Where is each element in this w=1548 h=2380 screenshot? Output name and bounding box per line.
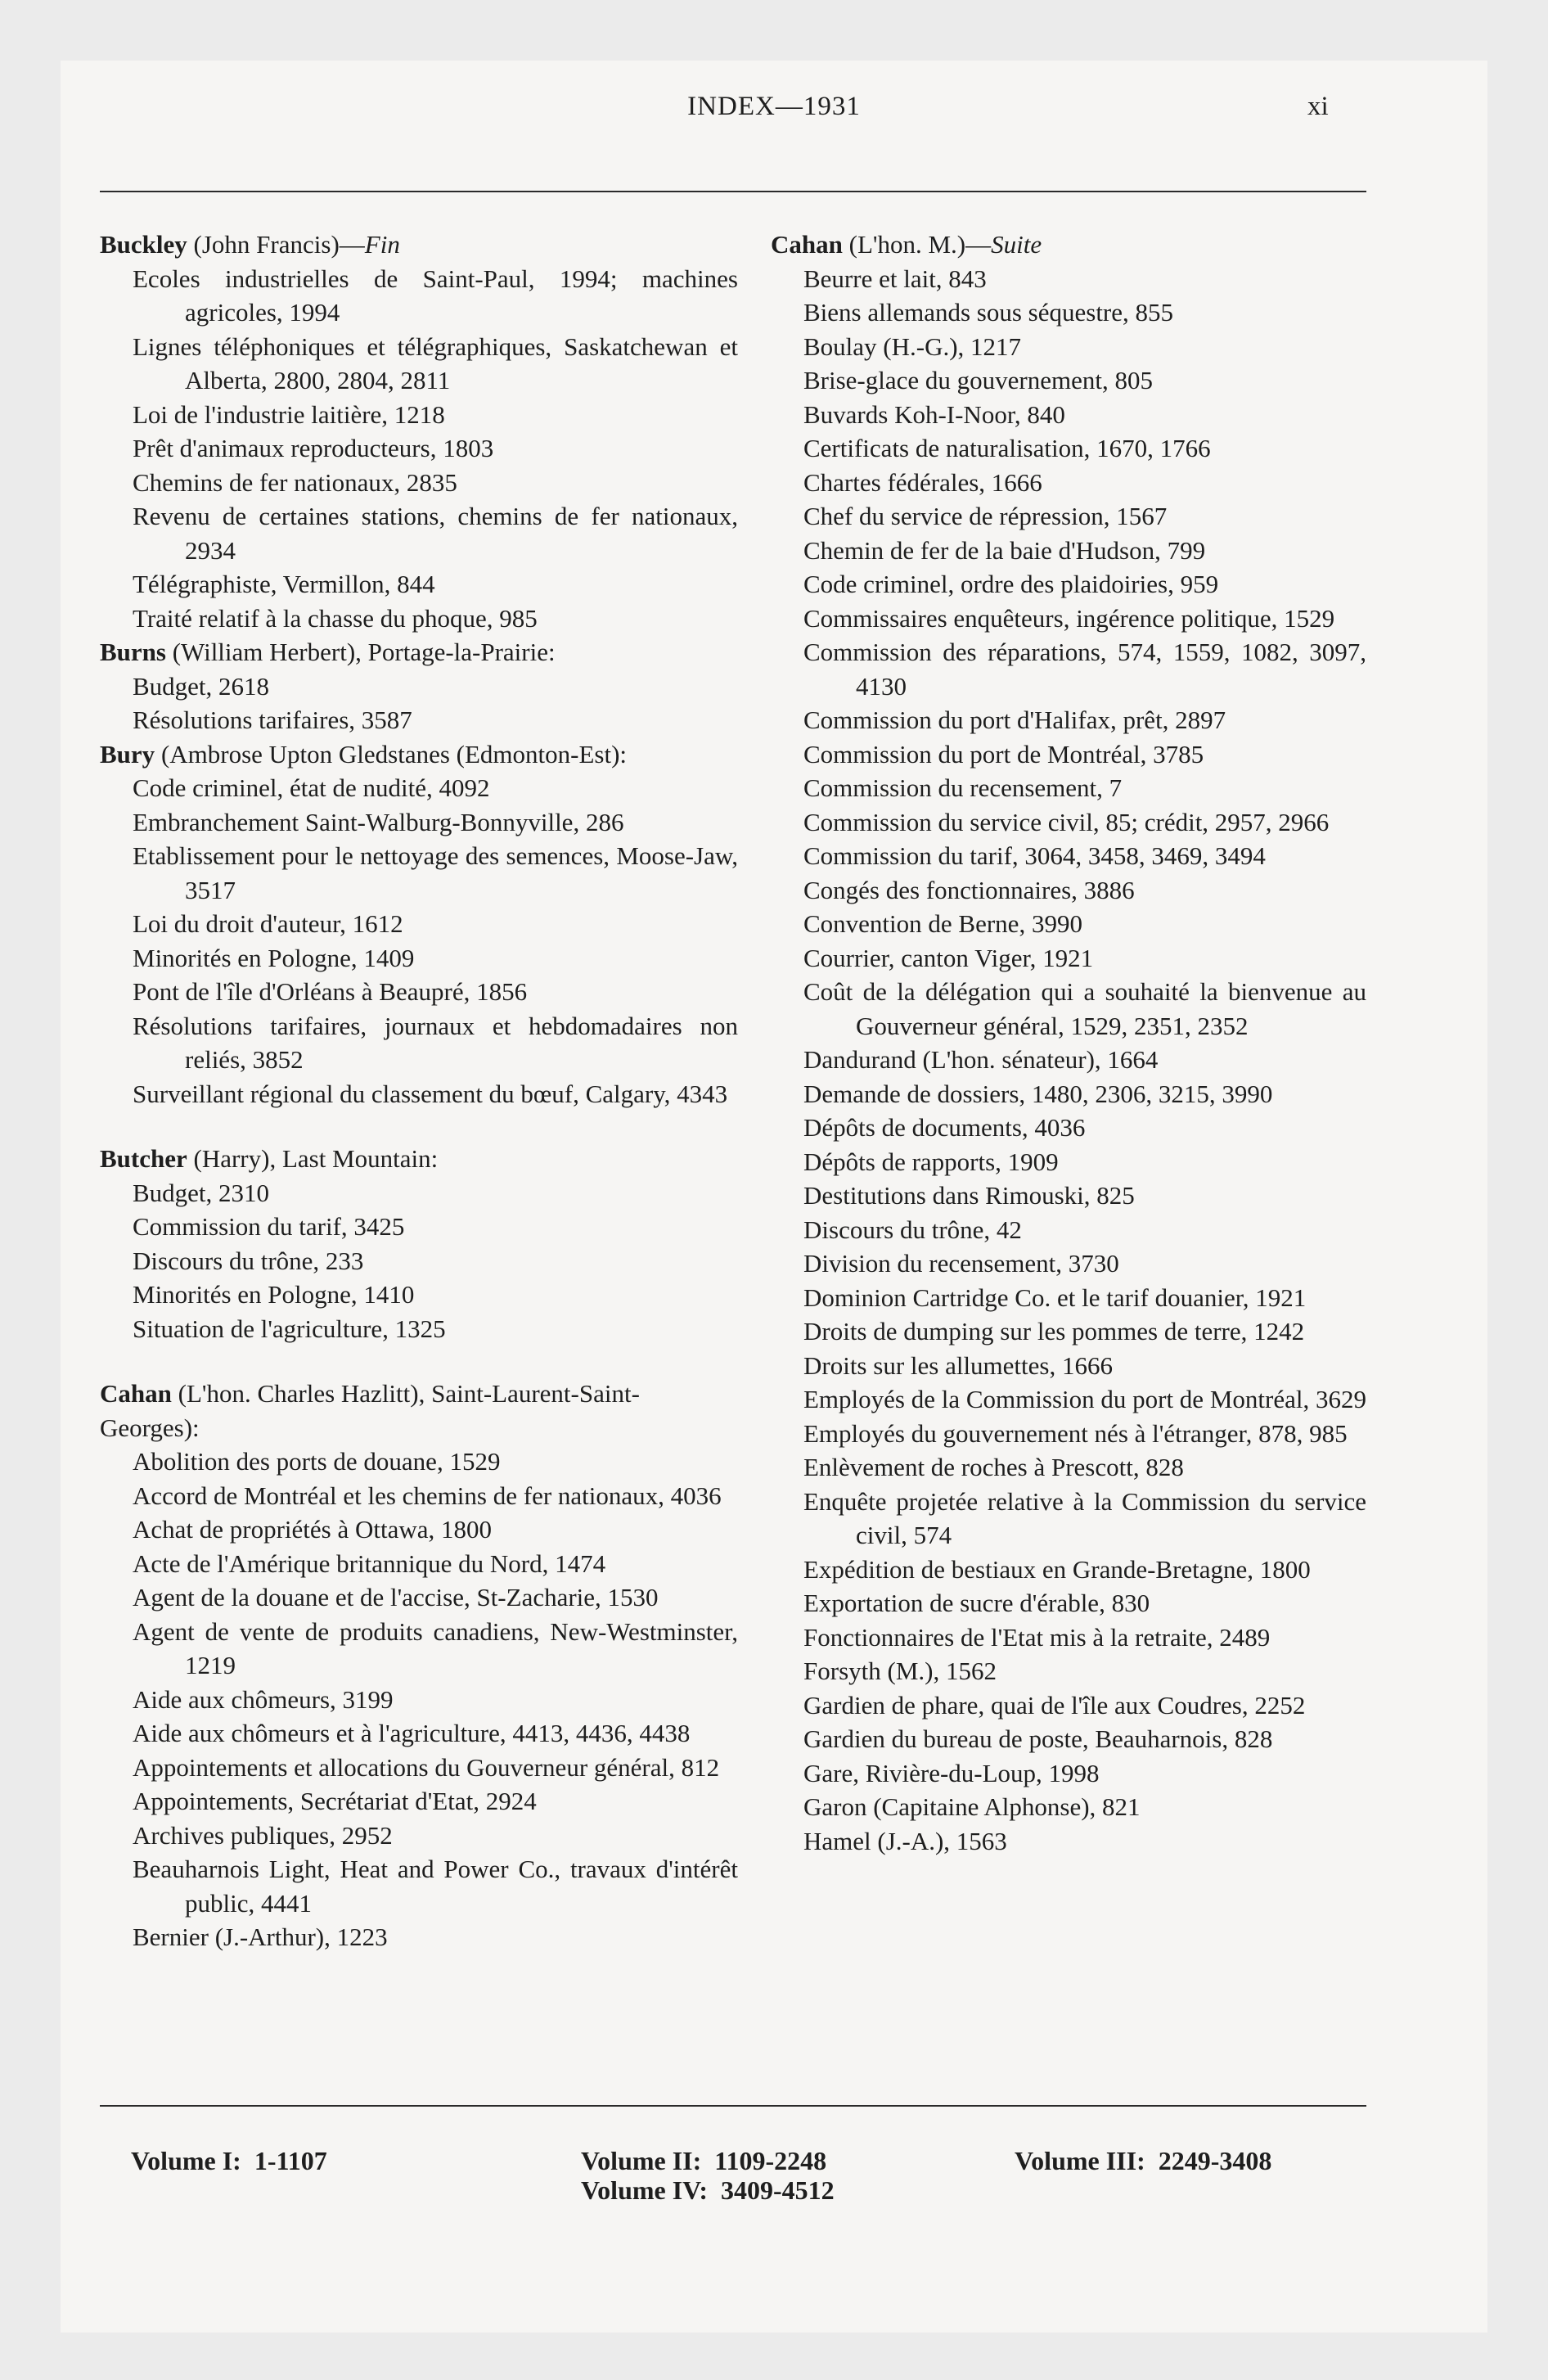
index-entry: Courrier, canton Viger, 1921 [803,943,1094,972]
index-entry: Commissaires enquêteurs, ingérence politique, 1529 [803,603,1335,633]
index-entry: Commission du tarif, 3425 [133,1212,405,1241]
index-entry: Exportation de sucre d'érable, 830 [803,1589,1150,1617]
index-heading [100,228,738,262]
index-entry: Certificats de naturalisation, 1670, 1766 [803,434,1211,462]
index-entry: Biens allemands sous séquestre, 855 [803,298,1174,327]
section-gap [100,1111,738,1142]
volume-pages: 1-1107 [254,2146,327,2175]
index-entry: Code criminel, état de nudité, 4092 [133,773,490,802]
heading-detail: (L'hon. Charles Hazlitt), Saint-Laurent-Saint-Georges): [100,1379,640,1442]
index-entry: Minorités en Pologne, 1409 [133,943,415,972]
index-heading [100,1142,738,1176]
heading-continuation: Fin [364,230,400,259]
heading-name: Burns [100,638,166,666]
index-entry: Achat de propriétés à Ottawa, 1800 [133,1515,493,1544]
index-entry: Coût de la délégation qui a souhaité la bienvenue au Gouverneur général, 1529, 2351, 2352 [803,977,1366,1040]
index-entry: Appointements et allocations du Gouverneur général, 812 [133,1752,720,1782]
index-entry: Convention de Berne, 3990 [803,909,1082,938]
index-entry: Résolutions tarifaires, journaux et hebdomadaires non reliés, 3852 [133,1011,738,1074]
index-entry: Commission du recensement, 7 [803,773,1123,802]
volume-pages: 1109-2248 [714,2146,827,2175]
index-entry: Aide aux chômeurs, 3199 [133,1684,394,1714]
page-number: xi [1307,92,1329,121]
index-heading [100,635,738,669]
index-entry: Buvards Koh-I-Noor, 840 [803,399,1065,429]
index-entry: Expédition de bestiaux en Grande-Bretagne, 1800 [803,1554,1311,1584]
heading-detail: (Harry), Last Mountain: [187,1144,439,1173]
header-rule [100,191,1366,192]
index-entry: Discours du trône, 42 [803,1215,1022,1244]
index-entry: Discours du trône, 233 [133,1246,364,1275]
volume-4-range [581,2175,835,2206]
volume-3-range [1015,2146,1271,2176]
index-entry: Beurre et lait, 843 [803,264,987,293]
index-entry: Accord de Montréal et les chemins de fer nationaux, 4036 [133,1481,722,1510]
index-entry: Télégraphiste, Vermillon, 844 [133,570,435,598]
index-entry: Hamel (J.-A.), 1563 [803,1826,1007,1855]
index-entry: Prêt d'animaux reproducteurs, 1803 [133,434,494,462]
volume-pages: 2249-3408 [1158,2146,1272,2175]
index-entry: Pont de l'île d'Orléans à Beaupré, 1856 [133,977,528,1006]
index-entry: Abolition des ports de douane, 1529 [133,1447,501,1476]
index-entry: Loi de l'industrie laitière, 1218 [133,399,445,429]
heading-detail: (L'hon. M.)— [842,230,992,259]
index-heading [100,1377,738,1445]
index-entry: Aide aux chômeurs et à l'agriculture, 4413, 4436, 4438 [133,1719,691,1747]
heading-continuation: Suite [991,230,1042,259]
index-entry: Embranchement Saint-Walburg-Bonnyville, 286 [133,807,624,836]
index-entry: Code criminel, ordre des plaidoiries, 959 [803,570,1219,598]
volume-pages: 3409-4512 [721,2175,835,2205]
index-entry: Droits de dumping sur les pommes de terre, 1242 [803,1317,1305,1346]
index-entry: Gardien de phare, quai de l'île aux Coudres, 2252 [803,1690,1306,1720]
running-head-title: INDEX—1931 [687,92,861,121]
index-entry: Surveillant régional du classement du bœuf, Calgary, 4343 [133,1079,728,1108]
index-entry: Forsyth (M.), 1562 [803,1657,997,1685]
index-entry: Etablissement pour le nettoyage des semences, Moose-Jaw, 3517 [133,841,738,904]
volume-1-range [131,2146,327,2176]
index-entry: Commission du port d'Halifax, prêt, 2897 [803,705,1226,734]
index-entry: Chemin de fer de la baie d'Hudson, 799 [803,535,1206,565]
index-entry: Destitutions dans Rimouski, 825 [803,1181,1135,1210]
index-entry: Ecoles industrielles de Saint-Paul, 1994; machines agricoles, 1994 [133,264,738,327]
index-entry: Dandurand (L'hon. sénateur), 1664 [803,1045,1159,1074]
index-entry: Traité relatif à la chasse du phoque, 985 [133,603,538,633]
index-entry: Dominion Cartridge Co. et le tarif douanier, 1921 [803,1282,1307,1312]
section-gap [100,1346,738,1377]
index-entry: Employés de la Commission du port de Montréal, 3629 [803,1385,1366,1413]
index-entry: Gardien du bureau de poste, Beauharnois, 828 [803,1724,1273,1753]
index-entry: Fonctionnaires de l'Etat mis à la retraite, 2489 [803,1622,1271,1652]
index-entry: Appointements, Secrétariat d'Etat, 2924 [133,1787,537,1815]
index-entry: Revenu de certaines stations, chemins de fer nationaux, 2934 [133,502,738,565]
volume-2-range [581,2146,826,2176]
footer-rule [100,2105,1366,2107]
index-entry: Demande de dossiers, 1480, 2306, 3215, 3990 [803,1079,1273,1108]
index-entry: Dépôts de documents, 4036 [803,1113,1086,1142]
index-entry: Chartes fédérales, 1666 [803,467,1042,497]
index-entry: Commission du service civil, 85; crédit, 2957, 2966 [803,807,1330,836]
index-entry: Beauharnois Light, Heat and Power Co., travaux d'intérêt public, 4441 [133,1855,738,1918]
index-entry: Archives publiques, 2952 [133,1820,393,1850]
index-entry: Minorités en Pologne, 1410 [133,1280,415,1309]
index-entry: Boulay (H.-G.), 1217 [803,331,1022,361]
volume-label: Volume I: [131,2146,241,2175]
index-entry: Droits sur les allumettes, 1666 [803,1350,1113,1380]
index-column-left [100,228,738,1954]
index-entry: Résolutions tarifaires, 3587 [133,705,412,734]
index-entry: Employés du gouvernement nés à l'étranger, 878, 985 [803,1418,1348,1448]
heading-name: Cahan [100,1379,172,1408]
volume-label: Volume II: [581,2146,702,2175]
index-entry: Brise-glace du gouvernement, 805 [803,366,1153,394]
index-entry: Garon (Capitaine Alphonse), 821 [803,1792,1141,1821]
index-entry: Commission du tarif, 3064, 3458, 3469, 3494 [803,841,1266,870]
index-entry: Agent de la douane et de l'accise, St-Zacharie, 1530 [133,1583,659,1611]
index-entry: Chef du service de répression, 1567 [803,502,1168,530]
index-entry: Budget, 2618 [133,671,270,701]
index-entry: Bernier (J.-Arthur), 1223 [133,1922,388,1951]
heading-detail: (John Francis)— [187,230,365,259]
index-entry: Congés des fonctionnaires, 3886 [803,875,1135,904]
heading-detail: (William Herbert), Portage-la-Prairie: [165,638,556,666]
index-entry: Enlèvement de roches à Prescott, 828 [803,1453,1184,1481]
index-entry: Dépôts de rapports, 1909 [803,1147,1059,1176]
index-heading [771,228,1366,262]
heading-detail: (Ambrose Upton Gledstanes (Edmonton-Est): [155,739,628,769]
volume-label: Volume III: [1015,2146,1145,2175]
heading-name: Cahan [771,230,843,259]
heading-name: Butcher [100,1144,187,1173]
heading-name: Bury [100,739,155,769]
index-entry: Lignes téléphoniques et télégraphiques, Saskatchewan et Alberta, 2800, 2804, 2811 [133,331,738,394]
index-entry: Enquête projetée relative à la Commission du service civil, 574 [803,1486,1366,1549]
index-entry: Agent de vente de produits canadiens, New-Westminster, 1219 [133,1616,738,1679]
index-entry: Situation de l'agriculture, 1325 [133,1314,446,1343]
index-entry: Chemins de fer nationaux, 2835 [133,467,457,497]
index-entry: Commission du port de Montréal, 3785 [803,739,1204,769]
heading-name: Buckley [100,230,187,259]
index-entry: Gare, Rivière-du-Loup, 1998 [803,1758,1100,1787]
index-entry: Loi du droit d'auteur, 1612 [133,909,403,938]
index-entry: Budget, 2310 [133,1178,270,1207]
index-column-right [771,228,1366,1858]
volume-label: Volume IV: [581,2175,708,2205]
index-heading [100,737,738,772]
index-entry: Acte de l'Amérique britannique du Nord, 1474 [133,1548,606,1578]
index-entry: Commission des réparations, 574, 1559, 1082, 3097, 4130 [803,638,1366,701]
index-entry: Division du recensement, 3730 [803,1249,1119,1278]
